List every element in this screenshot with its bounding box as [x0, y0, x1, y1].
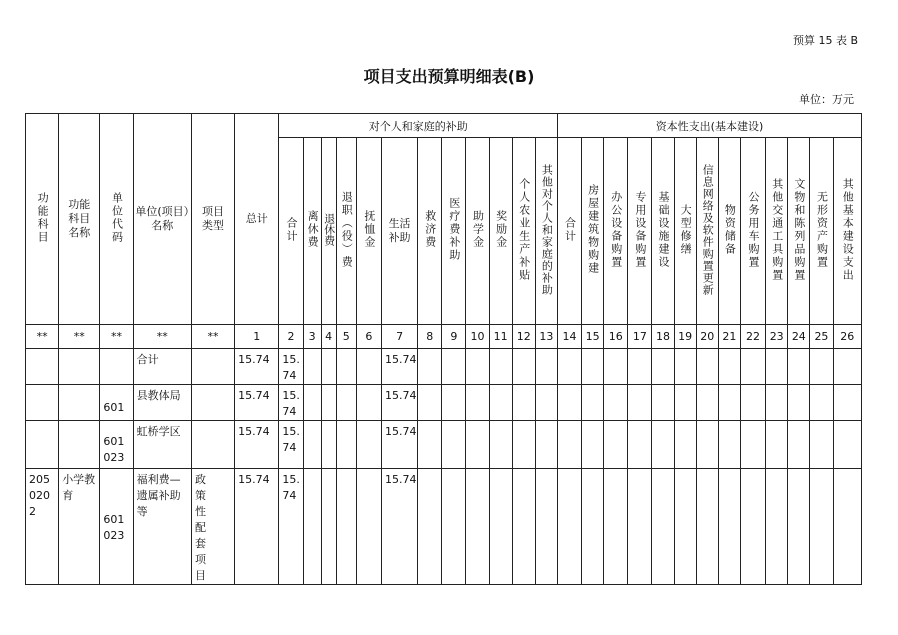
header-living-subsidy: 生活补助: [381, 138, 417, 325]
group-personal-subsidy: 对个人和家庭的补助: [279, 114, 558, 138]
header-personal-total: 合计: [279, 138, 303, 325]
header-major-repair: 大型修缮: [674, 138, 696, 325]
col-num: **: [191, 325, 234, 349]
col-num: 18: [652, 325, 674, 349]
cell-total: 15.74: [235, 421, 279, 469]
header-unit-name: 单位(项目）名称: [133, 114, 191, 325]
cell-project-type: [191, 421, 234, 469]
col-num: 24: [788, 325, 810, 349]
col-num: 16: [604, 325, 628, 349]
header-other-transport: 其他交通工具购置: [766, 138, 788, 325]
cell-unit-name: 福利费—遗属补助等: [133, 469, 191, 585]
col-num: 17: [628, 325, 652, 349]
cell-unit-name: 虹桥学区: [133, 421, 191, 469]
col-num: 8: [418, 325, 442, 349]
unit-label: 单位：万元: [799, 93, 854, 106]
column-number-row: [26, 325, 862, 349]
cell-living-subsidy: 15.74: [381, 469, 417, 585]
col-num: 9: [442, 325, 466, 349]
header-func-code: 功能科目: [26, 114, 59, 325]
col-num: 22: [740, 325, 765, 349]
header-other-personal: 其他对个人和家庭的补助: [535, 138, 557, 325]
header-cultural-relics: 文物和陈列品购置: [788, 138, 810, 325]
cell-project-type: [191, 349, 234, 385]
header-total: 总计: [235, 114, 279, 325]
cell-unit-code: [100, 349, 133, 385]
cell-unit-name: 县教体局: [133, 385, 191, 421]
cell-personal-total: 15.74: [279, 469, 303, 585]
cell-func-name: [59, 385, 100, 421]
budget-table: [25, 113, 862, 585]
col-num: 23: [766, 325, 788, 349]
header-relief: 救济费: [418, 138, 442, 325]
header-medical: 医疗费补助: [442, 138, 466, 325]
header-resignation: 退职（役）费: [336, 138, 356, 325]
col-num: 6: [356, 325, 381, 349]
col-num: **: [100, 325, 133, 349]
table-number-label: 预算 15 表 B: [792, 34, 858, 47]
group-header-row: [26, 114, 862, 138]
cell-total: 15.74: [235, 469, 279, 585]
col-num: 25: [810, 325, 833, 349]
cell-project-type: [191, 385, 234, 421]
cell-personal-total: 15.74: [279, 349, 303, 385]
header-agri-subsidy: 个人农业生产补贴: [512, 138, 535, 325]
col-num: **: [133, 325, 191, 349]
cell-personal-total: 15.74: [279, 385, 303, 421]
header-func-name: 功能科目名称: [59, 114, 100, 325]
col-num: 10: [466, 325, 489, 349]
cell-func-name: [59, 349, 100, 385]
group-capital-expense: 资本性支出(基本建设): [557, 114, 861, 138]
col-num: 1: [235, 325, 279, 349]
cell-func-code: [26, 385, 59, 421]
col-num: 7: [381, 325, 417, 349]
cell-func-code: [26, 421, 59, 469]
header-office-equipment: 办公设备购置: [604, 138, 628, 325]
table-row: [26, 469, 862, 585]
header-retirement-tuixiu: 退休费: [321, 138, 336, 325]
page-title: 项目支出预算明细表(B): [363, 67, 535, 86]
cell-unit-code: 601023: [100, 421, 133, 469]
header-reward: 奖励金: [489, 138, 512, 325]
header-it-software: 信息网络及软件购置更新: [696, 138, 718, 325]
header-special-equipment: 专用设备购置: [628, 138, 652, 325]
cell-project-type: 政策性配套项目: [191, 469, 234, 585]
cell-func-code: 2050202: [26, 469, 59, 585]
header-other-capital: 其他基本建设支出: [833, 138, 862, 325]
header-pension: 抚恤金: [356, 138, 381, 325]
col-num: **: [26, 325, 59, 349]
header-student-aid: 助学金: [466, 138, 489, 325]
col-num: 2: [279, 325, 303, 349]
header-intangible: 无形资产购置: [810, 138, 833, 325]
cell-func-code: [26, 349, 59, 385]
cell-total: 15.74: [235, 385, 279, 421]
col-num: **: [59, 325, 100, 349]
col-num: 26: [833, 325, 862, 349]
col-num: 20: [696, 325, 718, 349]
cell-living-subsidy: 15.74: [381, 349, 417, 385]
table-row: [26, 385, 862, 421]
col-num: 4: [321, 325, 336, 349]
cell-total: 15.74: [235, 349, 279, 385]
header-retirement-lixiu: 离休费: [303, 138, 321, 325]
header-building: 房屋建筑物购建: [582, 138, 604, 325]
header-capital-total: 合计: [557, 138, 581, 325]
cell-unit-name: 合计: [133, 349, 191, 385]
col-num: 15: [582, 325, 604, 349]
cell-living-subsidy: 15.74: [381, 385, 417, 421]
col-num: 21: [718, 325, 740, 349]
cell-living-subsidy: 15.74: [381, 421, 417, 469]
col-num: 5: [336, 325, 356, 349]
cell-func-name: 小学教育: [59, 469, 100, 585]
col-num: 11: [489, 325, 512, 349]
col-num: 3: [303, 325, 321, 349]
table-row: [26, 421, 862, 469]
cell-unit-code: 601: [100, 385, 133, 421]
header-project-type: 项目类型: [191, 114, 234, 325]
header-unit-code: 单位代码: [100, 114, 133, 325]
cell-personal-total: 15.74: [279, 421, 303, 469]
cell-func-name: [59, 421, 100, 469]
col-num: 13: [535, 325, 557, 349]
col-num: 19: [674, 325, 696, 349]
cell-unit-code: 601023: [100, 469, 133, 585]
header-official-vehicle: 公务用车购置: [740, 138, 765, 325]
col-num: 14: [557, 325, 581, 349]
header-infrastructure: 基础设施建设: [652, 138, 674, 325]
col-num: 12: [512, 325, 535, 349]
table-row: [26, 349, 862, 385]
header-material-reserve: 物资储备: [718, 138, 740, 325]
